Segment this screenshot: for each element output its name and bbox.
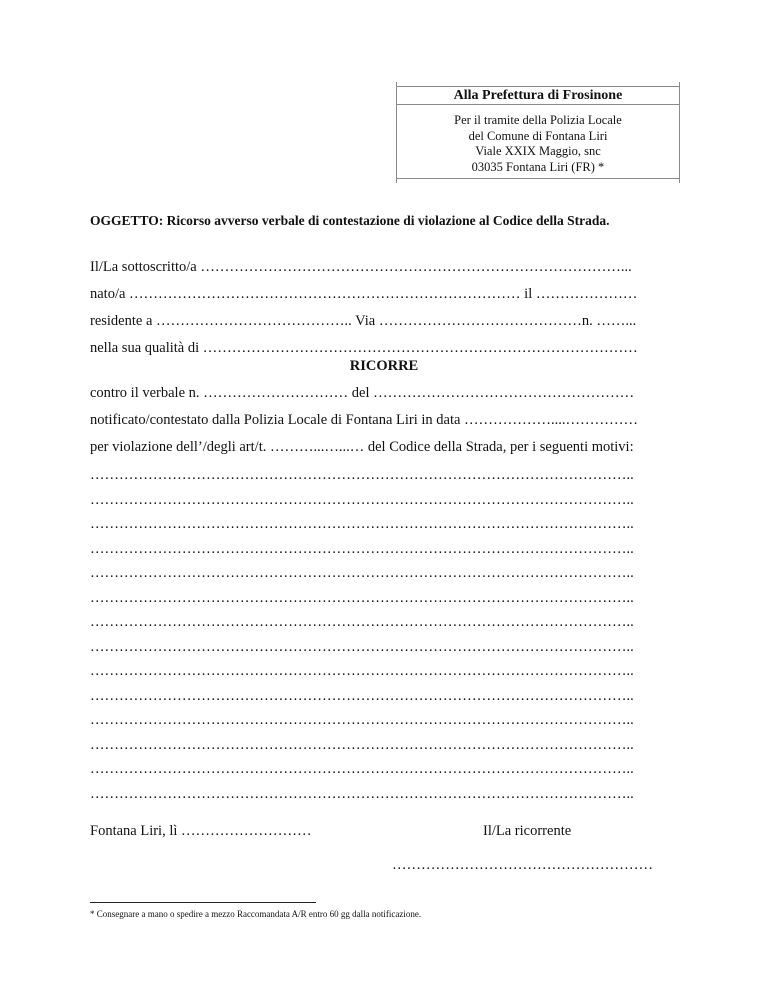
motive-line[interactable]: …………………………………………………………………………………………………..: [90, 761, 634, 777]
address-line: Viale XXIX Maggio, snc: [475, 144, 601, 158]
field-birth-line[interactable]: nato/a ……………………………………………………………………… il …………………: [90, 286, 638, 302]
motive-line[interactable]: …………………………………………………………………………………………………..: [90, 467, 634, 483]
footnote-rule: [90, 902, 316, 903]
field-residence-line[interactable]: residente a ………………………………….. Via ……………………………………n. ……...: [90, 313, 637, 329]
motive-line[interactable]: …………………………………………………………………………………………………..: [90, 638, 634, 655]
recipient-box: [396, 82, 680, 183]
motive-line[interactable]: …………………………………………………………………………………………………..: [90, 785, 634, 802]
motive-line[interactable]: …………………………………………………………………………………………………..: [90, 540, 634, 557]
motive-line[interactable]: …………………………………………………………………………………………………..: [90, 516, 634, 532]
field-name-line[interactable]: Il/La sottoscritto/a ……………………………………………………………………………...: [90, 259, 632, 275]
ricorre-heading: RICORRE: [349, 358, 419, 374]
motive-line[interactable]: …………………………………………………………………………………………………..: [90, 712, 634, 728]
place-date-line[interactable]: Fontana Liri, lì ………………………: [90, 823, 312, 839]
address-line: del Comune di Fontana Liri: [468, 128, 608, 143]
recipient-address: [397, 113, 679, 175]
recipient-title: Alla Prefettura di Frosinone: [453, 88, 623, 103]
motive-line[interactable]: …………………………………………………………………………………………………..: [90, 614, 634, 630]
motive-line[interactable]: …………………………………………………………………………………………………..: [90, 663, 634, 679]
address-line: Per il tramite della Polizia Locale: [454, 113, 622, 127]
motive-line[interactable]: …………………………………………………………………………………………………..: [90, 589, 634, 606]
body-violation-line[interactable]: per violazione dell’/degli art/t. ………...…...… del Codice della Strada, per i seguenti motivi:: [90, 439, 634, 455]
signature-line[interactable]: ………………………………………………: [392, 857, 653, 873]
field-capacity-line[interactable]: nella sua qualità di ………………………………………………………………………………: [90, 340, 638, 356]
motive-line[interactable]: …………………………………………………………………………………………………..: [90, 687, 634, 704]
motive-line[interactable]: …………………………………………………………………………………………………..: [90, 565, 634, 581]
body-notification-line[interactable]: notificato/contestato dalla Polizia Locale di Fontana Liri in data ………………....……………: [90, 412, 639, 428]
motive-line[interactable]: …………………………………………………………………………………………………..: [90, 491, 634, 508]
footnote: * Consegnare a mano o spedire a mezzo Raccomandata A/R entro 60 gg dalla notificazione.: [90, 909, 422, 919]
signer-label: Il/La ricorrente: [483, 823, 572, 839]
box-bottom-rule: [397, 178, 679, 179]
body-verbale-line[interactable]: contro il verbale n. ………………………… del ………………………………………………: [90, 385, 635, 401]
subject-line: OGGETTO: Ricorso avverso verbale di contestazione di violazione al Codice della Strada.: [90, 213, 610, 228]
address-line: 03035 Fontana Liri (FR) *: [471, 159, 605, 174]
motive-line[interactable]: …………………………………………………………………………………………………..: [90, 736, 634, 753]
box-title-rule: [397, 104, 679, 105]
